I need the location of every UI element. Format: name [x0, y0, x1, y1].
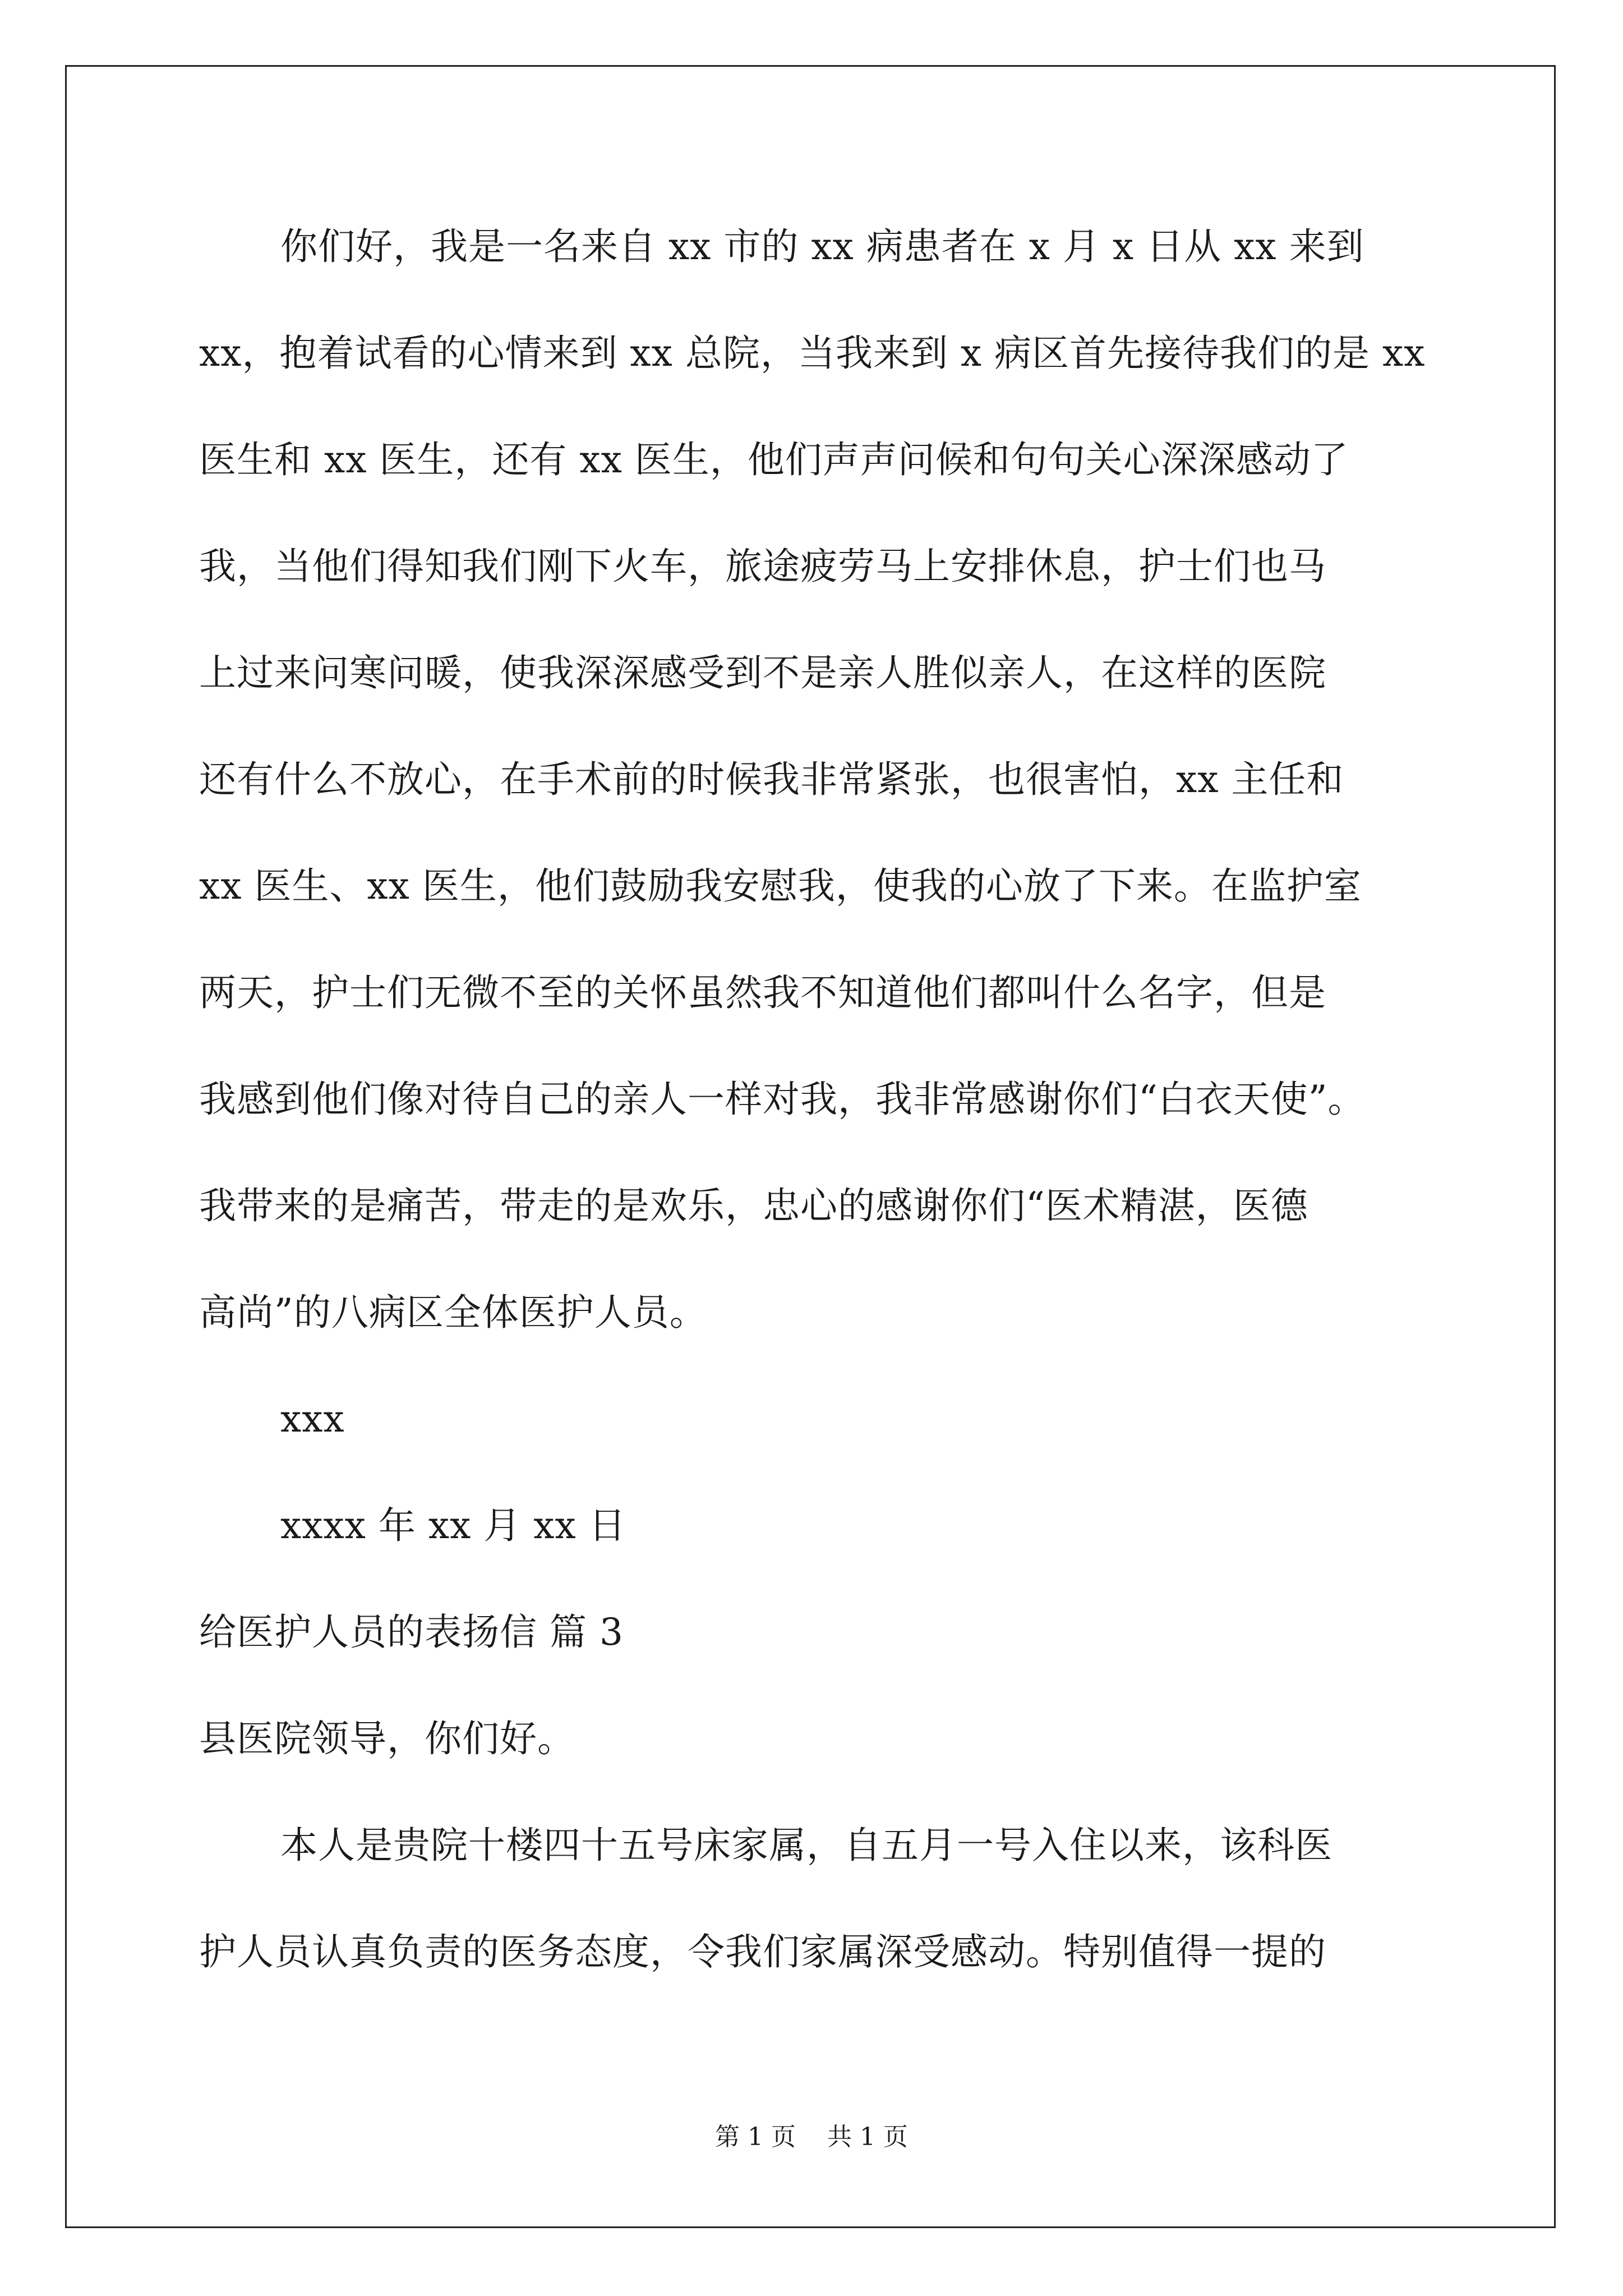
date-line: xxxx 年 xx 月 xx 日 — [280, 1504, 626, 1547]
body-line: 本人是贵院十楼四十五号床家属，自五月一号入住以来，该科医 — [280, 1824, 1332, 1867]
body-line: 护人员认真负责的医务态度，令我们家属深受感动。特别值得一提的 — [199, 1930, 1326, 1973]
page-footer: 第 1 页 共 1 页 — [715, 2123, 908, 2151]
signature: xxx — [280, 1397, 345, 1441]
body-line: 上过来问寒问暖，使我深深感受到不是亲人胜似亲人，在这样的医院 — [199, 651, 1326, 694]
salutation: 县医院领导，你们好。 — [199, 1717, 575, 1760]
body-line: 两天，护士们无微不至的关怀虽然我不知道他们都叫什么名字，但是 — [199, 971, 1326, 1014]
body-line: xx 医生、xx 医生，他们鼓励我安慰我，使我的心放了下来。在监护室 — [199, 864, 1362, 908]
body-line: 医生和 xx 医生，还有 xx 医生，他们声声问候和句句关心深深感动了 — [199, 438, 1349, 481]
page-border — [65, 65, 1556, 2228]
section-heading: 给医护人员的表扬信 篇 3 — [199, 1611, 624, 1654]
body-line: 我感到他们像对待自己的亲人一样对我，我非常感谢你们“白衣天使”。 — [199, 1078, 1366, 1121]
body-line: 你们好，我是一名来自 xx 市的 xx 病患者在 x 月 x 日从 xx 来到 — [280, 225, 1364, 268]
body-line: 还有什么不放心，在手术前的时候我非常紧张，也很害怕，xx 主任和 — [199, 758, 1344, 801]
body-line: xx，抱着试看的心情来到 xx 总院，当我来到 x 病区首先接待我们的是 xx — [199, 332, 1426, 375]
body-line: 我，当他们得知我们刚下火车，旅途疲劳马上安排休息，护士们也马 — [199, 545, 1326, 588]
body-line: 我带来的是痛苦，带走的是欢乐，忠心的感谢你们“医术精湛，医德 — [199, 1184, 1308, 1227]
body-line: 高尚”的八病区全体医护人员。 — [199, 1291, 707, 1334]
